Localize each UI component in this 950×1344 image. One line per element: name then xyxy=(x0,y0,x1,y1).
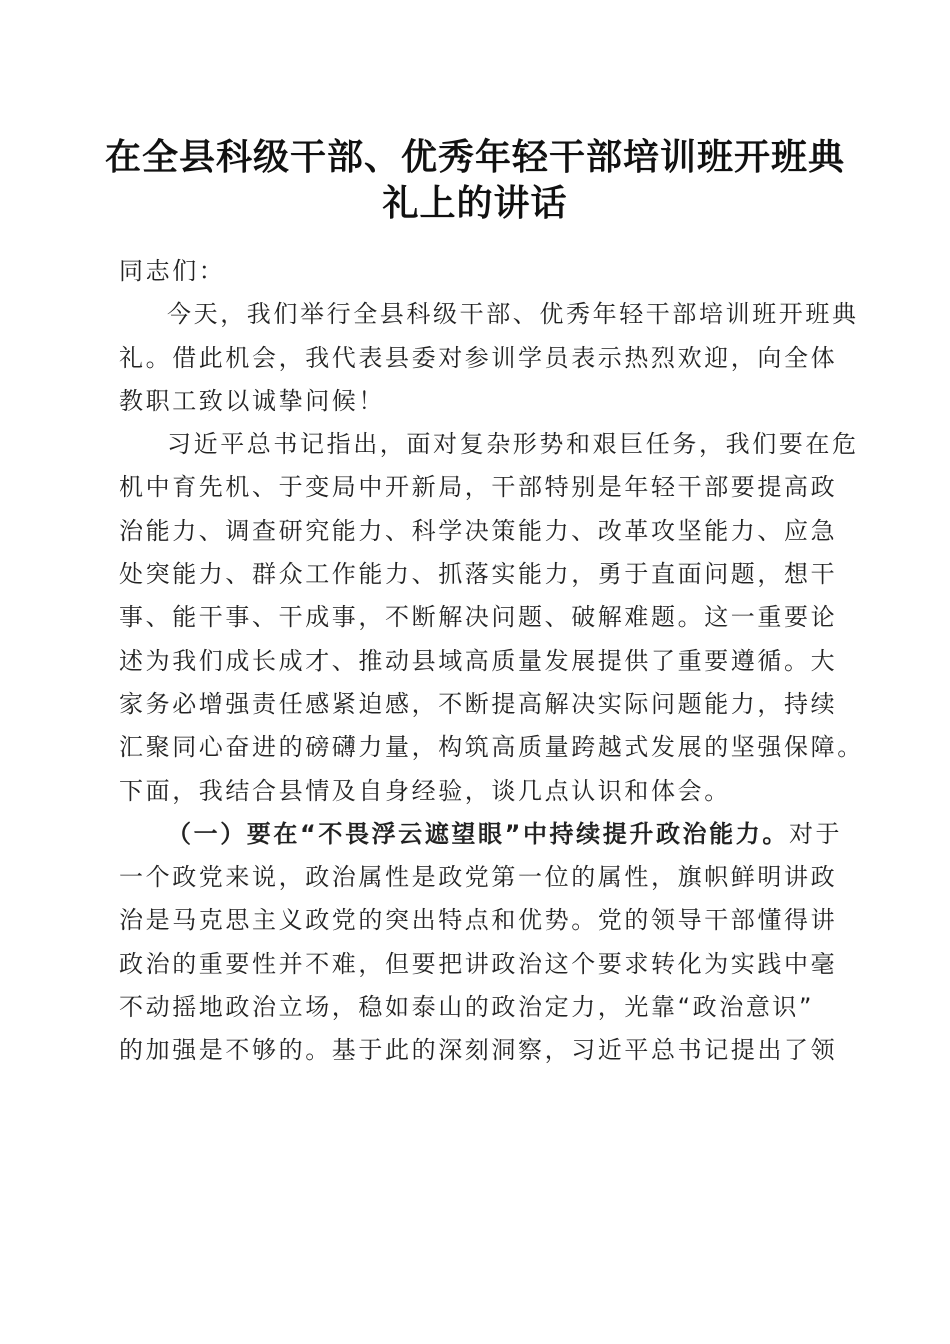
paragraph-line: 汇聚同心奋进的磅礴力量，构筑高质量跨越式发展的坚强保障。 xyxy=(119,733,864,762)
paragraph-line: 不动摇地政治立场，稳如泰山的政治定力，光靠“政治意识” xyxy=(119,993,815,1022)
paragraph-2 xyxy=(119,423,864,813)
heading-line-rest: 对于 xyxy=(788,819,843,848)
title-line-2: 礼上的讲话 xyxy=(382,182,568,224)
paragraph-line: 政治的重要性并不难，但要把讲政治这个要求转化为实践中毫 xyxy=(119,949,838,978)
paragraph-line: 教职工致以诚挚问候！ xyxy=(119,386,385,415)
paragraph-first-line xyxy=(119,813,859,856)
paragraph-line: 事、能干事、干成事，不断解决问题、破解难题。这一重要论 xyxy=(119,603,838,632)
paragraph-line: 今天，我们举行全县科级干部、优秀年轻干部培训班开班典 xyxy=(167,300,859,329)
salutation: 同志们： xyxy=(119,257,226,285)
paragraph-line: 家务必增强责任感紧迫感，不断提高解决实际问题能力，持续 xyxy=(119,689,838,718)
document-title xyxy=(100,134,850,226)
document-body xyxy=(119,250,864,1073)
paragraph-line: 习近平总书记指出，面对复杂形势和艰巨任务，我们要在危 xyxy=(167,430,859,459)
paragraph-line: 的加强是不够的。基于此的深刻洞察，习近平总书记提出了领 xyxy=(119,1036,838,1065)
paragraph-line: 机中育先机、于变局中开新局，干部特别是年轻干部要提高政 xyxy=(119,473,838,502)
paragraph-1 xyxy=(119,293,859,423)
paragraph-line: 治是马克思主义政党的突出特点和优势。党的领导干部懂得讲 xyxy=(119,906,838,935)
section-heading: （一）要在“不畏浮云遮望眼”中持续提升政治能力。 xyxy=(167,819,789,848)
paragraph-line: 下面，我结合县情及自身经验，谈几点认识和体会。 xyxy=(119,776,731,805)
paragraph-line: 处突能力、群众工作能力、抓落实能力，勇于直面问题，想干 xyxy=(119,560,838,589)
paragraph-line: 一个政党来说，政治属性是政党第一位的属性，旗帜鲜明讲政 xyxy=(119,863,838,892)
paragraph-line: 礼。借此机会，我代表县委对参训学员表示热烈欢迎，向全体 xyxy=(119,343,838,372)
paragraph-line: 述为我们成长成才、推动县域高质量发展提供了重要遵循。大 xyxy=(119,646,838,675)
paragraph-line: 治能力、调查研究能力、科学决策能力、改革攻坚能力、应急 xyxy=(119,516,838,545)
title-line-1: 在全县科级干部、优秀年轻干部培训班开班典 xyxy=(104,136,845,178)
paragraph-3 xyxy=(119,813,859,1073)
